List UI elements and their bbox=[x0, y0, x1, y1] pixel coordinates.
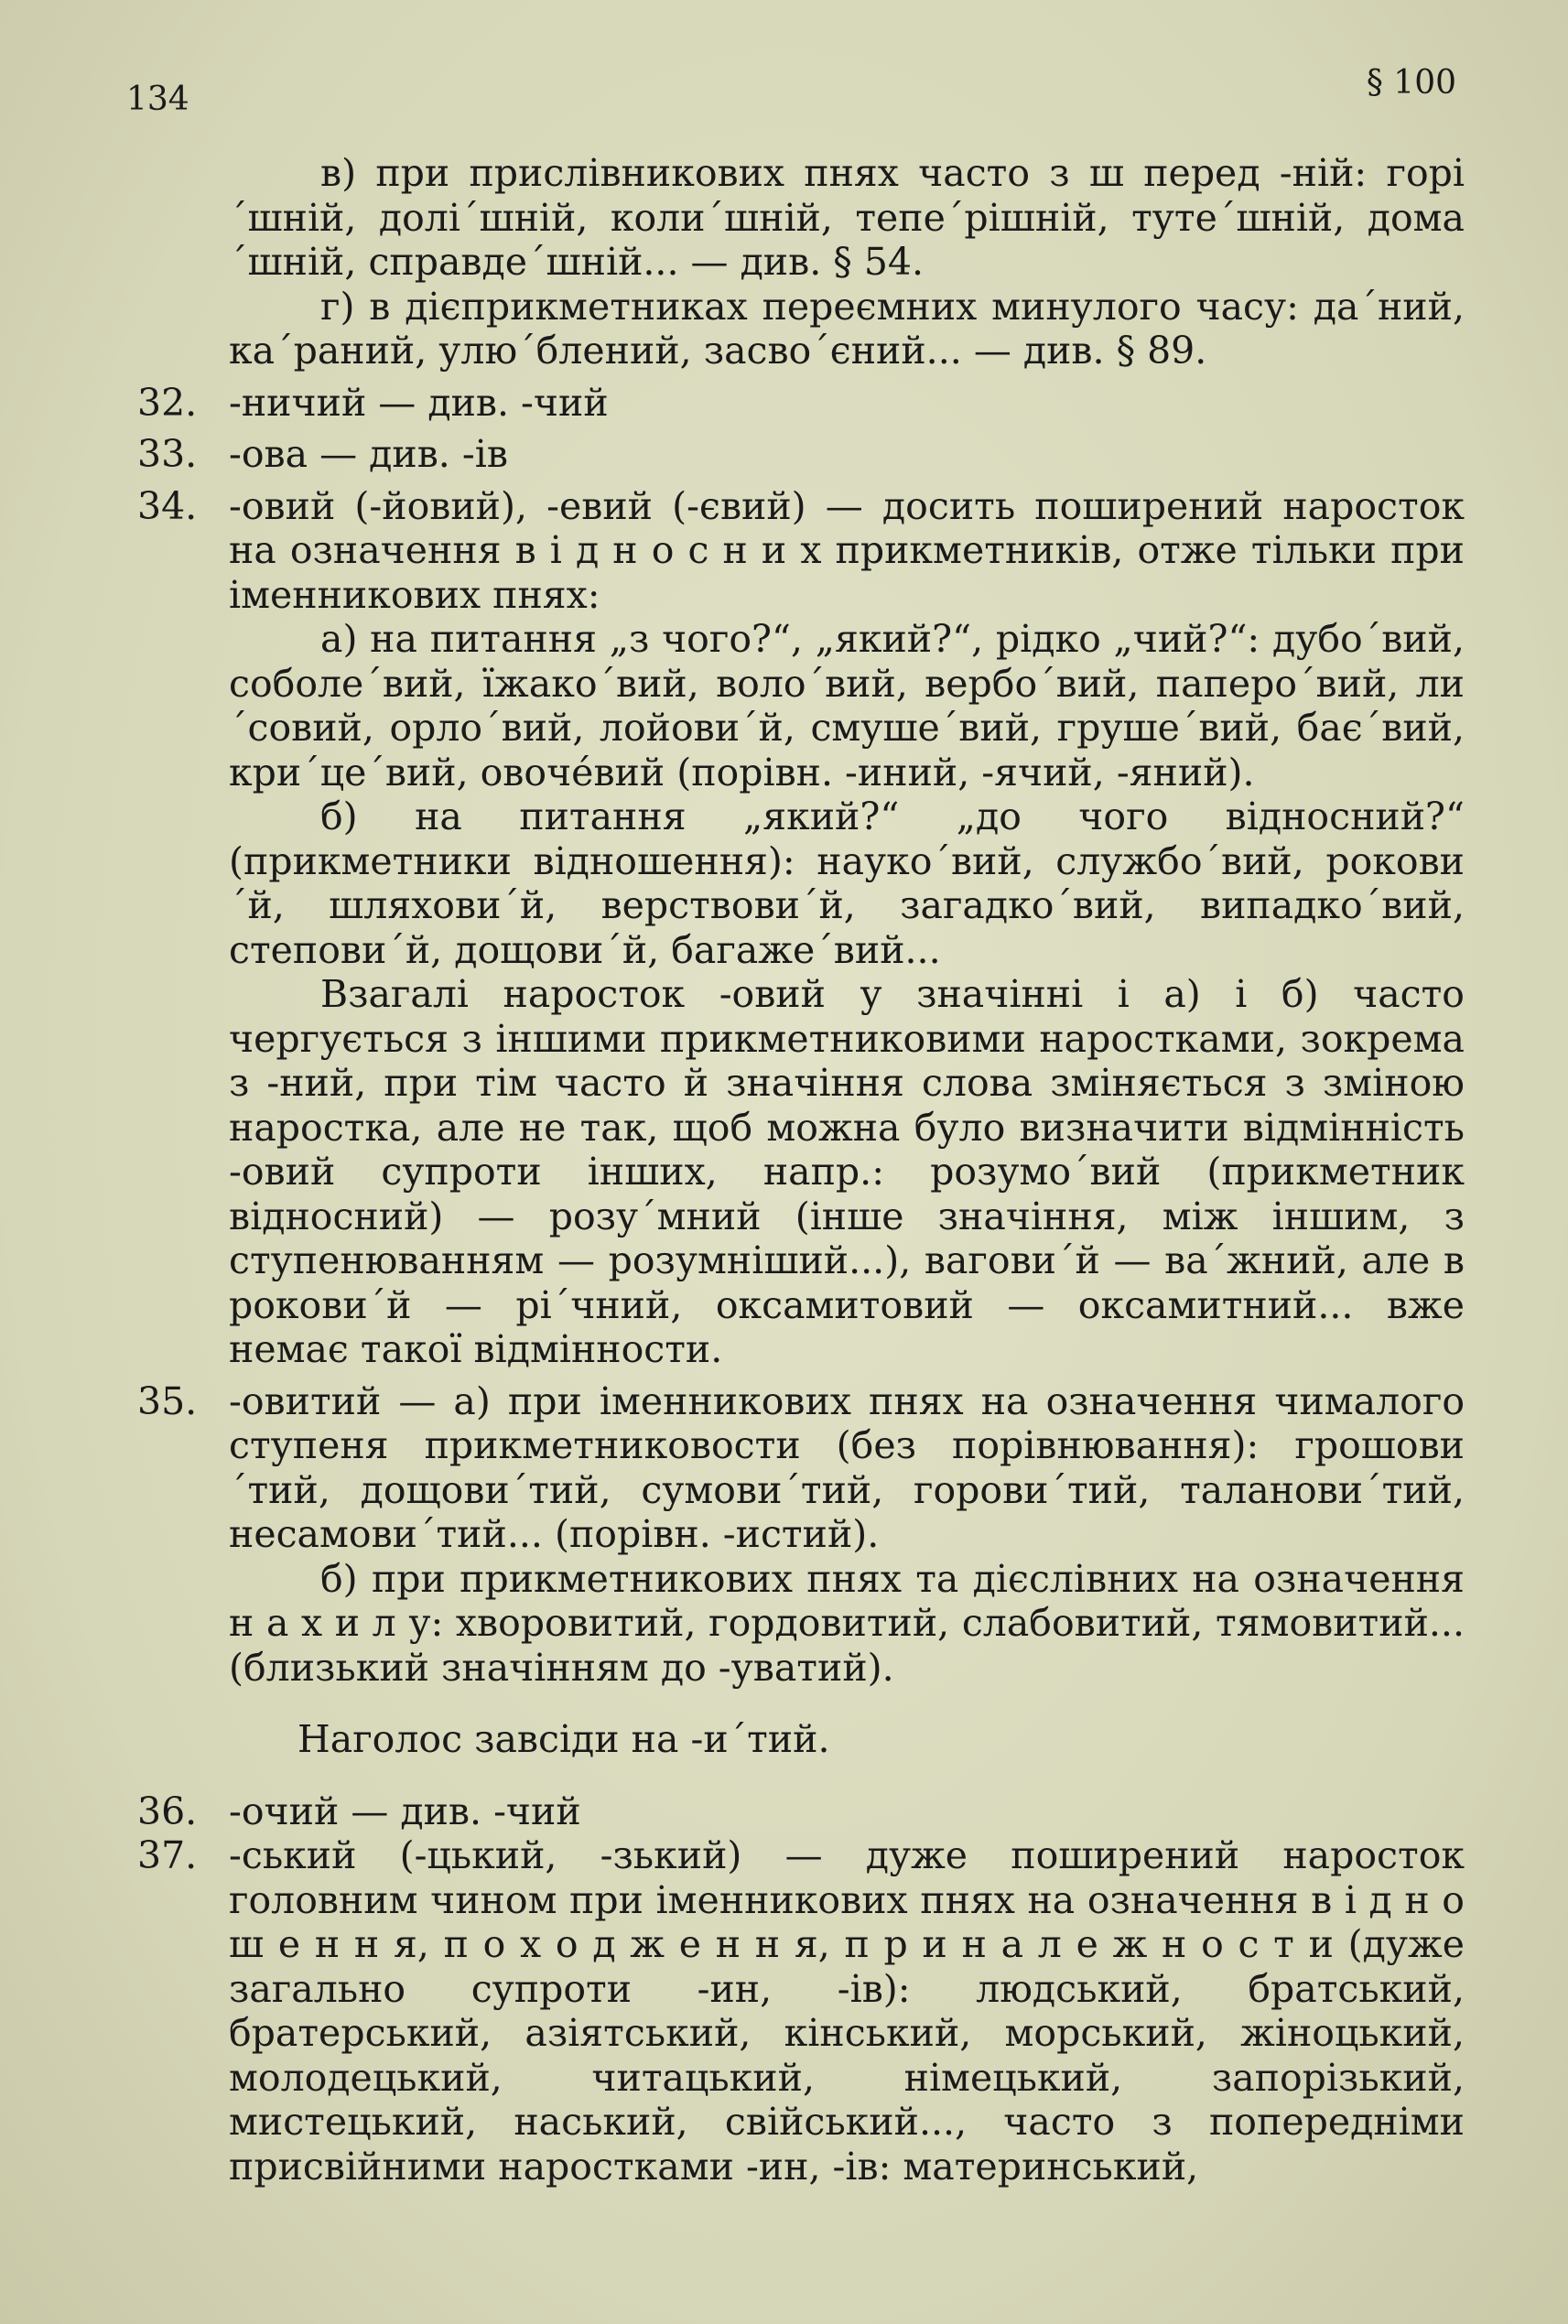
entry-37 bbox=[137, 1833, 1465, 2189]
entry-text: -ова — див. -ів bbox=[229, 432, 508, 476]
page-number: 134 bbox=[126, 81, 189, 118]
entry-34 bbox=[137, 484, 1465, 618]
entry-34-a: а) на питання „з чого?“, „який?“, рідко „чий?“: дубо´вий, соболе´вий, їжако´вий, воло´вий, вербо´вий, паперо´вий, ли´совий, орло´вий, лойови´й, смуше´вий, груше´вий, бає´вий, кри´це´вий, овоче́вий (порівн. -иний, -ячий, -яний). bbox=[229, 617, 1465, 794]
entry-33 bbox=[137, 432, 1465, 477]
paragraph-v: в) при прислівникових пнях часто з ш перед -ній: горі´шній, долі´шній, коли´шній, тепе´рішній, туте´шній, дома´шній, справде´шній... — див. § 54. bbox=[229, 151, 1465, 284]
accent-note: Наголос завсіди на -и´тий. bbox=[297, 1717, 830, 1761]
entry-text: -очий — див. -чий bbox=[229, 1789, 581, 1833]
entry-36 bbox=[137, 1789, 1465, 1834]
entry-35-b: б) при прикметникових пнях та дієслівних на означення н а х и л у: хворовитий, гордовитий, слабовитий, тямовитий... (близький значінням до -уватий). bbox=[229, 1556, 1465, 1690]
entry-number: 33. bbox=[137, 432, 198, 476]
entry-number: 37. bbox=[137, 1833, 198, 1877]
entry-32 bbox=[137, 381, 1465, 426]
entry-34-note: Взагалі наросток -овий у значінні і а) і б) часто чергується з іншими прикметниковими наростками, зокрема з -ний, при тім часто й значіння слова зміняється з зміною наростка, але не так, щоб можна було визначити відмінність -овий супроти інших, напр.: розумо´вий (прикметник відносний) — розу´мний (інше значіння, між іншим, з ступенюванням — розумніший...), вагови´й — ва´жний, але в рокови´й — рі´чний, оксамитовий — оксамитний... вже немає такої відмінности. bbox=[229, 972, 1465, 1371]
entry-text: -ничий — див. -чий bbox=[229, 380, 609, 425]
entry-text: -овитий — а) при іменникових пнях на означення чималого ступеня прикметниковости (без порівнювання): грошови´тий, дощови´тий, сумови´тий, горови´тий, таланови´тий, несамови´тий... (порівн. -истий). bbox=[229, 1378, 1465, 1556]
entry-number: 32. bbox=[137, 380, 198, 425]
entry-number: 36. bbox=[137, 1789, 198, 1833]
page-body bbox=[137, 151, 1465, 2189]
entry-text: -овий (-йовий), -евий (-євий) — досить поширений наросток на означення в і д н о с н и х прикметників, отже тільки при іменникових пнях: bbox=[229, 483, 1465, 617]
entry-text: -ський (-цький, -зький) — дуже поширений наросток головним чином при іменникових пнях на означення в і д н о ш е н н я, п о х о д ж е н н я, п р и н а л е ж н о с т и (дуже загально супроти -ин, -ів): людський, братський, братерський, азіятський, кінський, морський, жіноцький, молодецький, читацький, німецький, запорізький, мистецький, наський, свійський..., часто з попередніми присвійними наростками -ин, -ів: материнський, bbox=[229, 1833, 1465, 2189]
entry-34-subsections bbox=[137, 617, 1465, 1372]
entry-35 bbox=[137, 1379, 1465, 1557]
entry-35-subsections bbox=[137, 1557, 1465, 1691]
section-marker: § 100 bbox=[1366, 64, 1456, 102]
entry-number: 34. bbox=[137, 483, 198, 528]
paragraph-g: г) в дієприкметниках переємних минулого часу: да´ний, ка´раний, улю´блений, засво´єний... — див. § 89. bbox=[229, 284, 1465, 373]
continuation-block bbox=[137, 151, 1465, 373]
entry-number: 35. bbox=[137, 1378, 198, 1423]
entry-34-b: б) на питання „який?“ „до чого відносний?“ (прикметники відношення): науко´вий, службо´вий, рокови´й, шляхови´й, верствови´й, загадко´вий, випадко´вий, степови´й, дощови´й, багаже´вий... bbox=[229, 794, 1465, 972]
